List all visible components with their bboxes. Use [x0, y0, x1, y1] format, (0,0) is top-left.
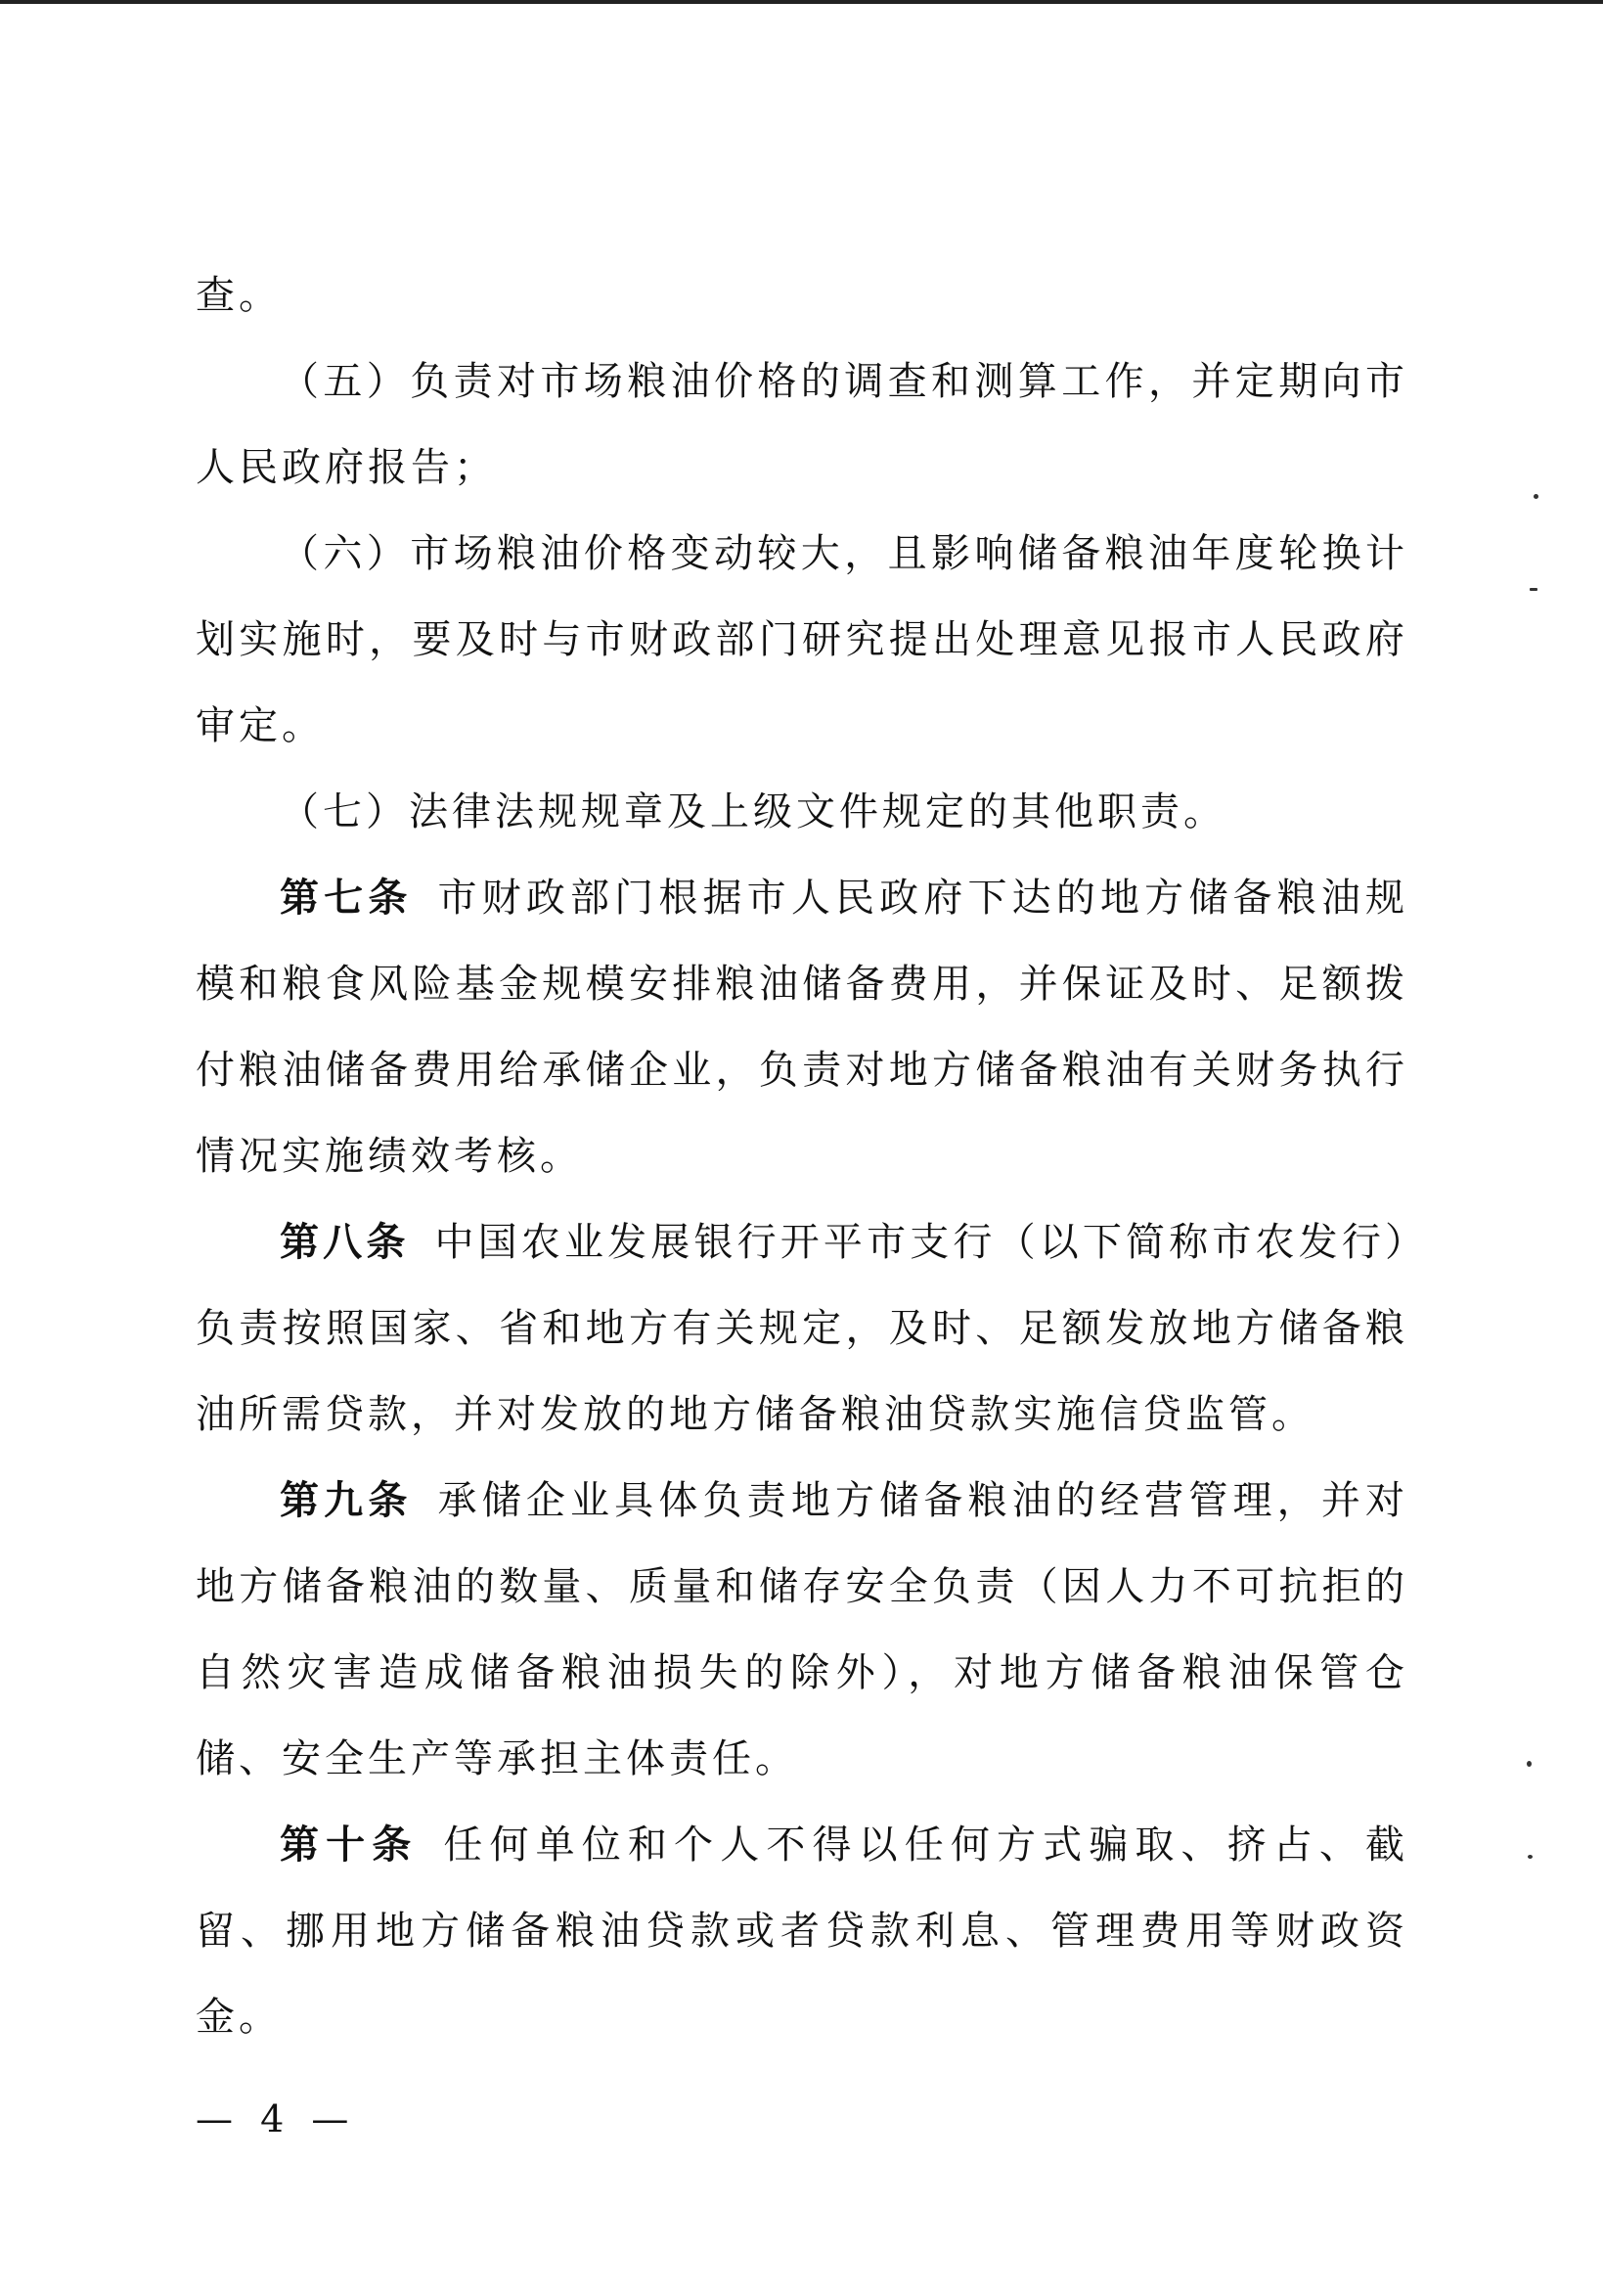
- article-text: 承储企业具体负责地方储备粮油的经营管理，并对地方储备粮油的数量、质量和储存安全负责（因人力不可抗拒的自然灾害造成储备粮油损失的除外），对地方储备粮油保管仓储、安全生产等承担主体责任。: [196, 1478, 1408, 1781]
- article-8: [196, 1199, 1408, 1458]
- article-7: [196, 855, 1408, 1199]
- body-text: [196, 252, 1408, 2060]
- paragraph-continuation: [196, 252, 1408, 338]
- article-9: [196, 1458, 1408, 1802]
- article-heading: 第十条: [280, 1822, 419, 1868]
- paragraph-text: （五）负责对市场粮油价格的调查和测算工作，并定期向市人民政府报告；: [196, 359, 1408, 490]
- article-text: 中国农业发展银行开平市支行（以下简称市农发行）负责按照国家、省和地方有关规定，及时、足额发放地方储备粮油所需贷款，并对发放的地方储备粮油贷款实施信贷监管。: [196, 1220, 1409, 1437]
- article-10: [196, 1802, 1408, 2060]
- paragraph-text: 查。: [196, 273, 282, 318]
- paragraph-text: （六）市场粮油价格变动较大，且影响储备粮油年度轮换计划实施时，要及时与市财政部门研究提出处理意见报市人民政府审定。: [196, 531, 1408, 748]
- paragraph-text: （七）法律法规规章及上级文件规定的其他职责。: [280, 789, 1226, 834]
- scan-speck: [1528, 1855, 1533, 1859]
- article-heading: 第七条: [280, 875, 413, 921]
- scan-speck: [1530, 588, 1537, 591]
- scan-speck: [1527, 1761, 1532, 1767]
- paragraph-item-7: [196, 769, 1408, 855]
- scan-top-edge: [0, 0, 1603, 4]
- article-text: 任何单位和个人不得以任何方式骗取、挤占、截留、挪用地方储备粮油贷款或者贷款利息、管理费用等财政资金。: [196, 1823, 1409, 2040]
- scan-speck: [1534, 494, 1538, 499]
- article-text: 市财政部门根据市人民政府下达的地方储备粮油规模和粮食风险基金规模安排粮油储备费用，并保证及时、足额拨付粮油储备费用给承储企业，负责对地方储备粮油有关财务执行情况实施绩效考核。: [196, 876, 1408, 1179]
- article-heading: 第八条: [280, 1219, 410, 1265]
- page-number: — 4 —: [196, 2097, 357, 2140]
- paragraph-item-5: [196, 338, 1408, 511]
- paragraph-item-6: [196, 511, 1408, 769]
- article-heading: 第九条: [280, 1477, 413, 1523]
